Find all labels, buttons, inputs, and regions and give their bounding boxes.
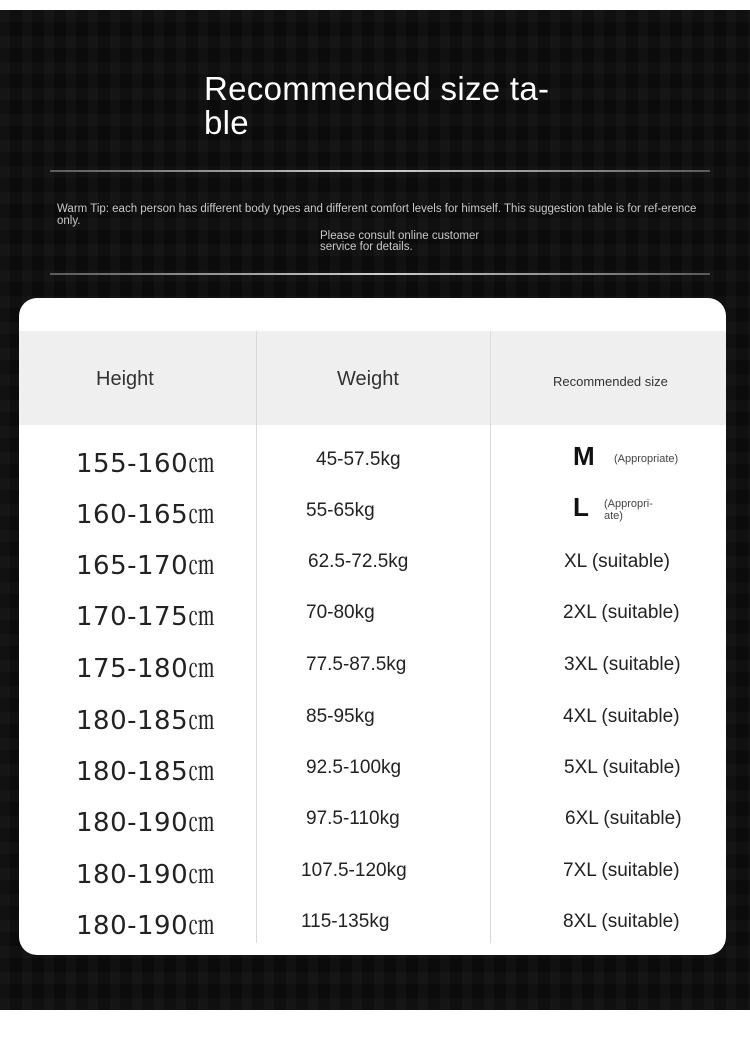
weight-cell: 45-57.5kg [316, 449, 401, 470]
height-cell: 155-160㎝ [76, 449, 215, 479]
size-cell: 5XL (suitable) [564, 757, 681, 778]
column-header-size: Recommended size [553, 374, 668, 389]
size-cell: XL (suitable) [564, 551, 670, 572]
table-row [19, 541, 726, 592]
size-cell: M [573, 441, 595, 471]
size-note-line-2: ate) [604, 510, 623, 522]
height-cell: 175-180㎝ [76, 654, 215, 684]
weight-cell: 55-65kg [306, 500, 375, 521]
size-cell: 7XL (suitable) [563, 860, 680, 881]
weight-cell: 70-80kg [306, 602, 375, 623]
column-header-weight: Weight [337, 368, 399, 390]
height-cell: 170-175㎝ [76, 602, 215, 632]
weight-cell: 92.5-100kg [306, 757, 402, 778]
consult-service-text [320, 231, 510, 253]
table-row [19, 490, 726, 541]
weight-cell: 62.5-72.5kg [308, 551, 409, 572]
table-row [19, 747, 726, 798]
weight-cell: 115-135kg [301, 911, 390, 932]
table-row [19, 592, 726, 643]
weight-cell: 77.5-87.5kg [306, 654, 407, 675]
height-cell: 180-190㎝ [76, 860, 215, 890]
title-line-1: Recommended size ta- [204, 70, 550, 107]
height-cell: 165-170㎝ [76, 551, 215, 581]
warm-tip-text: Warm Tip: each person has different body types and different comfort levels for himself. This suggestion table is for ref-erence only. [57, 203, 697, 227]
size-cell: 4XL (suitable) [563, 706, 680, 727]
weight-cell: 85-95kg [306, 706, 375, 727]
size-note: (Appropriate) [614, 453, 679, 465]
height-cell: 180-190㎝ [76, 911, 215, 941]
table-row [19, 696, 726, 747]
height-cell: 180-190㎝ [76, 808, 215, 838]
table-row [19, 439, 726, 490]
page-title [204, 72, 574, 140]
weight-cell: 107.5-120kg [301, 860, 407, 881]
bottom-margin [0, 1010, 750, 1055]
weight-cell: 97.5-110kg [306, 808, 400, 829]
size-cell: L [573, 492, 589, 522]
column-header-height: Height [96, 368, 154, 390]
top-divider [50, 170, 710, 172]
title-line-2: ble [204, 104, 249, 141]
table-row [19, 644, 726, 695]
bottom-divider [50, 273, 710, 275]
table-row [19, 798, 726, 849]
size-note-line-1: (Appropri- [604, 498, 653, 510]
consult-line-2: service for details. [320, 241, 413, 253]
height-cell: 160-165㎝ [76, 500, 215, 530]
size-note [604, 498, 653, 522]
size-table-card [19, 298, 726, 955]
consult-line-1: Please consult online customer [320, 230, 480, 242]
table-row [19, 901, 726, 952]
height-cell: 180-185㎝ [76, 706, 215, 736]
size-cell: 8XL (suitable) [563, 911, 680, 932]
size-cell: 6XL (suitable) [565, 808, 682, 829]
height-cell: 180-185㎝ [76, 757, 215, 787]
table-row [19, 850, 726, 901]
size-cell: 3XL (suitable) [564, 654, 681, 675]
size-cell: 2XL (suitable) [563, 602, 680, 623]
